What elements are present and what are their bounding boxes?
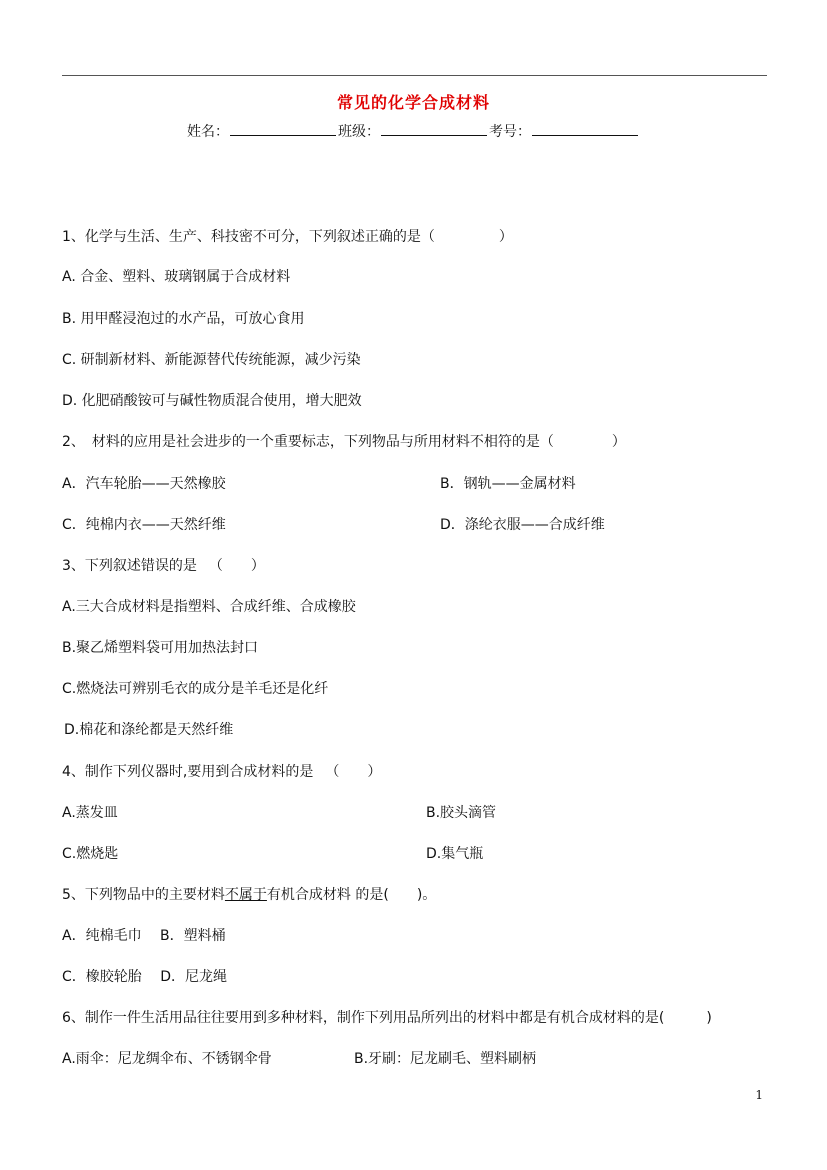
exam-label: 考号： (489, 124, 531, 140)
question-4-option-b: B.胶头滴管 (426, 805, 497, 821)
question-4-stem: 4、制作下列仪器时,要用到合成材料的是 （ ） (62, 764, 382, 780)
question-2-stem: 2、 材料的应用是社会进步的一个重要标志，下列物品与所用材料不相符的是（ ） (62, 434, 626, 450)
question-1-option-d: D. 化肥硝酸铵可与碱性物质混合使用，增大肥效 (62, 393, 362, 409)
question-3-option-b: B.聚乙烯塑料袋可用加热法封口 (62, 640, 259, 656)
question-5-options-cd: C．橡胶轮胎 D．尼龙绳 (62, 969, 228, 985)
name-blank[interactable] (230, 123, 336, 136)
question-3-option-c: C.燃烧法可辨别毛衣的成分是羊毛还是化纤 (62, 681, 329, 697)
question-2-option-d: D．涤纶衣服——合成纤维 (440, 517, 605, 533)
question-6-option-b: B.牙刷：尼龙刷毛、塑料刷柄 (354, 1051, 537, 1067)
question-6-stem: 6、制作一件生活用品往往要用到多种材料，制作下列用品所列出的材料中都是有机合成材料的是( ) (62, 1010, 712, 1026)
question-4-option-c: C.燃烧匙 (62, 846, 119, 862)
question-2-option-c: C．纯棉内衣——天然纤维 (62, 517, 226, 533)
header-rule (62, 75, 767, 76)
question-2-option-b: B．钢轨——金属材料 (440, 476, 576, 492)
question-5-stem: 5、下列物品中的主要材料不属于有机合成材料 的是( )。 (62, 887, 437, 903)
student-info-line (0, 121, 827, 141)
name-label: 姓名： (187, 124, 229, 140)
question-4-option-d: D.集气瓶 (426, 846, 484, 862)
question-6-option-a: A.雨伞：尼龙绸伞布、不锈钢伞骨 (62, 1051, 272, 1067)
page-number: 1 (755, 1088, 763, 1102)
question-1-option-c: C. 研制新材料、新能源替代传统能源，减少污染 (62, 352, 361, 368)
question-2-option-a: A．汽车轮胎——天然橡胶 (62, 476, 226, 492)
question-3-option-d: D.棉花和涤纶都是天然纤维 (64, 722, 234, 738)
question-4-option-a: A.蒸发皿 (62, 805, 118, 821)
question-5-options-ab: A．纯棉毛巾 B．塑料桶 (62, 928, 226, 944)
page-title: 常见的化学合成材料 (336, 93, 490, 112)
question-1-stem: 1、化学与生活、生产、科技密不可分，下列叙述正确的是（ ） (62, 229, 513, 245)
exam-blank[interactable] (532, 123, 638, 136)
underlined-keyword: 不属于 (224, 887, 267, 903)
question-1-option-a: A. 合金、塑料、玻璃钢属于合成材料 (62, 269, 291, 285)
question-1-option-b: B. 用甲醛浸泡过的水产品，可放心食用 (62, 311, 305, 327)
class-label: 班级： (338, 124, 380, 140)
question-3-option-a: A.三大合成材料是指塑料、合成纤维、合成橡胶 (62, 599, 356, 615)
class-blank[interactable] (381, 123, 487, 136)
question-3-stem: 3、下列叙述错误的是 （ ） (62, 558, 265, 574)
